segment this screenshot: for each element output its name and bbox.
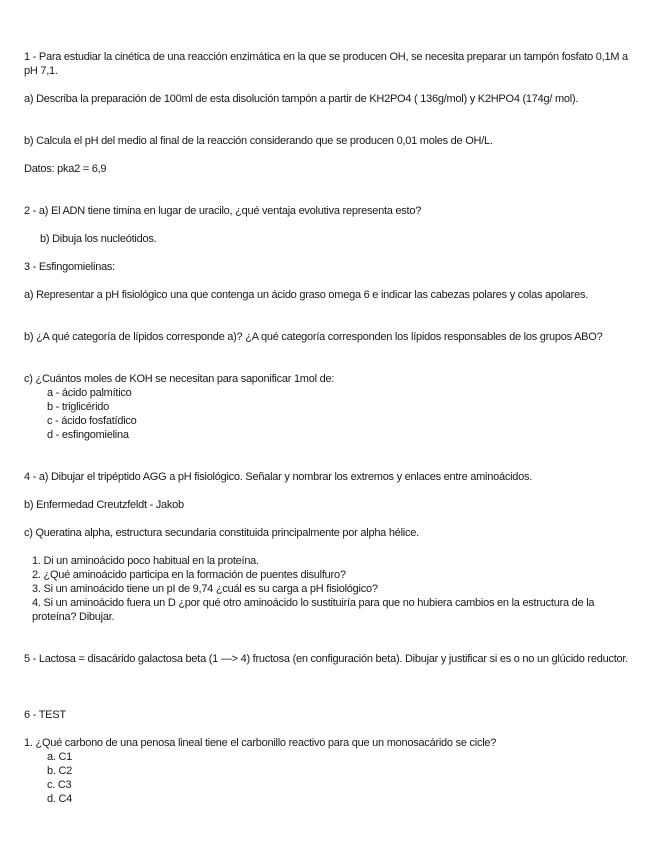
- question-1-data: Datos: pka2 = 6,9: [24, 163, 107, 175]
- question-4a: 4 - a) Dibujar el tripéptido AGG a pH fisiológico. Señalar y nombrar los extremos y enlaces entre aminoácidos.: [24, 471, 533, 483]
- test-option: a. C1: [47, 751, 73, 763]
- question-3b: b) ¿A qué categoría de lípidos corresponde a)? ¿A qué categoría corresponden los lípidos responsables de los grupos ABO?: [24, 331, 603, 343]
- question-1-intro: 1 - Para estudiar la cinética de una reacción enzimática en la que se producen OH, se necesita preparar un tampón fosfato 0,1M a pH 7,1.: [24, 51, 628, 77]
- list-item: 2. ¿Qué aminoácido participa en la formación de puentes disulfuro?: [32, 569, 346, 581]
- list-item: 3. Si un aminoácido tiene un pI de 9,74 ¿cuál es su carga a pH fisiológico?: [32, 583, 378, 595]
- question-2b: b) Dibuja los nucleótidos.: [40, 233, 157, 245]
- test-question-1: 1. ¿Qué carbono de una penosa lineal tiene el carbonillo reactivo para que un monosacárido se cicle?: [24, 737, 497, 749]
- list-item: c - ácido fosfatídico: [47, 415, 137, 427]
- list-item: 1. Di un aminoácido poco habitual en la proteína.: [32, 555, 259, 567]
- list-item: a - ácido palmítico: [47, 387, 132, 399]
- question-1a: a) Describa la preparación de 100ml de esta disolución tampón a partir de KH2PO4 ( 136g/mol) y K2HPO4 (174g/ mol).: [24, 93, 579, 105]
- question-1b: b) Calcula el pH del medio al final de la reacción considerando que se producen 0,01 moles de OH/L.: [24, 135, 493, 147]
- list-item: 4. Si un aminoácido fuera un D ¿por qué otro aminoácido lo sustituiría para que no hubiera cambios en la estructura de la proteína? Dibujar.: [32, 597, 595, 623]
- test-option: b. C2: [47, 765, 73, 777]
- test-option: c. C3: [47, 779, 72, 791]
- list-item: b - triglicérido: [47, 401, 110, 413]
- question-3c: c) ¿Cuántos moles de KOH se necesitan para saponificar 1mol de:: [24, 373, 335, 385]
- test-option: d. C4: [47, 793, 73, 805]
- question-3a: a) Representar a pH fisiológico una que contenga un ácido graso omega 6 e indicar las cabezas polares y colas apolares.: [24, 289, 588, 301]
- question-4c: c) Queratina alpha, estructura secundaria constituida principalmente por alpha hélice.: [24, 527, 419, 539]
- question-3-title: 3 - Esfingomielinas:: [24, 261, 115, 273]
- question-2a: 2 - a) El ADN tiene timina en lugar de uracilo, ¿qué ventaja evolutiva representa esto?: [24, 205, 422, 217]
- question-6-title: 6 - TEST: [24, 709, 66, 721]
- question-4b: b) Enfermedad Creutzfeldt - Jakob: [24, 499, 184, 511]
- list-item: d - esfingomielina: [47, 429, 129, 441]
- question-5: 5 - Lactosa = disacárido galactosa beta (1 —> 4) fructosa (en configuración beta). Dibujar y justificar si es o no un glúcido reductor.: [24, 653, 628, 665]
